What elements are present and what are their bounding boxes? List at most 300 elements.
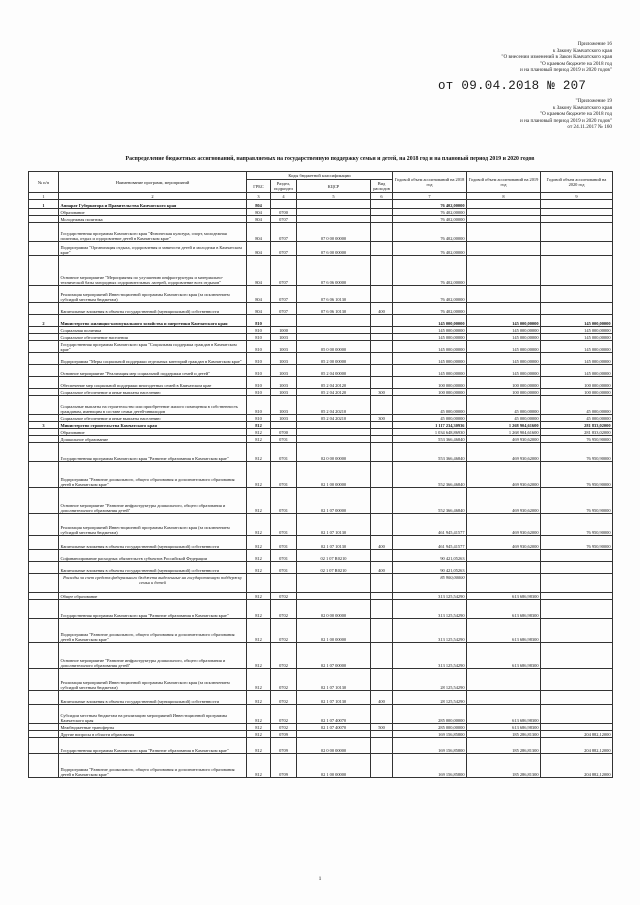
- row-section: 0707: [271, 286, 297, 303]
- row-kcsr: 05 2 00 00000: [297, 353, 371, 365]
- row-name: Государственная программа Камчатского края "Развитие образования в Камчатском крае": [59, 443, 247, 462]
- row-amount-2019: 469 930,62000: [467, 488, 541, 514]
- row-grbs: 812: [247, 488, 271, 514]
- row-kcsr: 05 2 04 20120: [297, 377, 371, 389]
- row-amount-2018: 553 366,46840: [393, 436, 467, 443]
- table-row: [29, 200, 613, 209]
- row-kvr: [371, 754, 393, 778]
- row-amount-2020: 76 950,90000: [541, 443, 613, 462]
- row-amount-2019: 613 686,98300: [467, 600, 541, 619]
- row-kcsr: [297, 216, 371, 223]
- row-amount-2019: 145 000,00000: [467, 341, 541, 353]
- row-amount-2019: 613 686,98300: [467, 705, 541, 724]
- row-name: Социальная политика: [59, 327, 247, 334]
- row-name: Подпрограмма "Развитие дошкольного, общего образования и дополнительного образования детей в Камчатском крае": [59, 462, 247, 488]
- row-amount-2019: 185 286,81300: [467, 731, 541, 738]
- row-section: 1003: [271, 396, 297, 415]
- row-grbs: 812: [247, 536, 271, 550]
- row-kvr: [371, 550, 393, 562]
- table-row: [29, 341, 613, 353]
- row-kvr: [371, 669, 393, 691]
- row-section: 0707: [271, 223, 297, 242]
- row-kcsr: [297, 315, 371, 327]
- row-grbs: 810: [247, 315, 271, 327]
- table-body: [29, 200, 613, 778]
- row-kvr: [371, 216, 393, 223]
- row-amount-2019: 469 930,62000: [467, 514, 541, 536]
- row-kvr: [371, 731, 393, 738]
- row-amount-2018: 313 125,54290: [393, 600, 467, 619]
- row-number: [29, 223, 59, 242]
- table-row: [29, 436, 613, 443]
- row-grbs: 812: [247, 619, 271, 643]
- table-row: [29, 691, 613, 705]
- row-amount-2019: 145 000,00000: [467, 315, 541, 327]
- row-section: 0701: [271, 514, 297, 536]
- row-amount-2019: [467, 562, 541, 574]
- column-number: 5: [297, 193, 371, 200]
- row-amount-2020: 76 950,90000: [541, 488, 613, 514]
- table-row: [29, 389, 613, 396]
- row-amount-2020: [541, 643, 613, 669]
- budget-table: [28, 171, 613, 778]
- row-amount-2019: [467, 303, 541, 315]
- row-section: 0702: [271, 600, 297, 619]
- row-section: 0701: [271, 562, 297, 574]
- header-num: № п/п: [29, 172, 59, 193]
- row-number: [29, 286, 59, 303]
- row-section: 0701: [271, 436, 297, 443]
- row-grbs: 804: [247, 209, 271, 216]
- row-number: [29, 619, 59, 643]
- row-amount-2020: [541, 209, 613, 216]
- row-amount-2020: [541, 593, 613, 600]
- row-amount-2018: 76 402,00000: [393, 200, 467, 209]
- row-grbs: 810: [247, 334, 271, 341]
- row-number: [29, 514, 59, 536]
- table-row: [29, 731, 613, 738]
- row-kvr: [371, 705, 393, 724]
- header-line: и на плановый период 2019 и 2020 годов": [520, 67, 612, 74]
- row-name: Министерство жилищно-коммунального хозяйства и энергетики Камчатского края: [59, 315, 247, 327]
- row-amount-2019: 145 000,00000: [467, 334, 541, 341]
- row-section: 0700: [271, 429, 297, 436]
- row-kcsr: 05 2 04 20210: [297, 415, 371, 422]
- row-name: Расходы за счет средств федерального бюджета выделенные на государственную поддержку семьи и детей: [59, 574, 247, 593]
- row-amount-2020: 45 000,00000: [541, 396, 613, 415]
- row-amount-2020: [541, 256, 613, 286]
- row-kvr: [371, 488, 393, 514]
- row-amount-2020: 145 000,00000: [541, 334, 613, 341]
- row-name: Субсидии местным бюджетам на реализацию мероприятий Инвестиционной программы Камчатского края: [59, 705, 247, 724]
- row-kcsr: 02 1 07 40070: [297, 705, 371, 724]
- row-amount-2019: [467, 286, 541, 303]
- row-grbs: 812: [247, 600, 271, 619]
- row-number: [29, 443, 59, 462]
- row-amount-2020: 45 000,00000: [541, 415, 613, 422]
- row-amount-2020: [541, 574, 613, 593]
- table-row: [29, 443, 613, 462]
- row-name: Капитальные вложения в объекты государственной (муниципальной) собственности: [59, 303, 247, 315]
- row-section: 0700: [271, 209, 297, 216]
- page-number: 1: [318, 876, 322, 882]
- row-grbs: 812: [247, 514, 271, 536]
- row-kvr: [371, 514, 393, 536]
- row-grbs: 812: [247, 550, 271, 562]
- row-kvr: [371, 600, 393, 619]
- row-kcsr: 05 2 04 20120: [297, 389, 371, 396]
- row-name: Подпрограмма "Развитие дошкольного, общего образования и дополнительного образования детей в Камчатском крае": [59, 619, 247, 643]
- row-amount-2020: 76 950,90000: [541, 462, 613, 488]
- row-name: Общее образование: [59, 593, 247, 600]
- table-row: [29, 593, 613, 600]
- row-amount-2020: [541, 691, 613, 705]
- row-kcsr: 02 1 07 10130: [297, 514, 371, 536]
- row-amount-2019: 469 930,62000: [467, 436, 541, 443]
- row-kcsr: [297, 334, 371, 341]
- row-kvr: [371, 200, 393, 209]
- row-name: Капитальные вложения в объекты государственной (муниципальной) собственности: [59, 536, 247, 550]
- column-number: 9: [541, 193, 613, 200]
- row-amount-2018: 85 900,00000: [393, 574, 467, 593]
- row-kcsr: [297, 327, 371, 334]
- table-row: [29, 223, 613, 242]
- row-amount-2020: [541, 705, 613, 724]
- row-kcsr: 02 0 00 00000: [297, 600, 371, 619]
- row-number: [29, 550, 59, 562]
- row-number: 2: [29, 315, 59, 327]
- row-kvr: [371, 341, 393, 353]
- row-kcsr: [297, 593, 371, 600]
- row-amount-2020: 76 950,90000: [541, 536, 613, 550]
- row-kcsr: [297, 422, 371, 429]
- table-row: [29, 562, 613, 574]
- table-row: [29, 600, 613, 619]
- date-number-stamp: от 09.04.2018 № 207: [438, 79, 587, 93]
- header-line: Приложение 16: [577, 41, 612, 47]
- header-line: "О краевом бюджете на 2018 год: [539, 60, 612, 67]
- row-section: 1000: [271, 327, 297, 334]
- row-amount-2018: 145 000,00000: [393, 365, 467, 377]
- row-name: Софинансирование расходных обязательств субъектов Российской Федерации: [59, 550, 247, 562]
- row-amount-2018: 552 366,46840: [393, 462, 467, 488]
- row-amount-2019: 185 286,81300: [467, 754, 541, 778]
- row-kcsr: 05 2 04 00000: [297, 365, 371, 377]
- row-name: Государственная программа Камчатского края "Развитие образования в Камчатском крае": [59, 600, 247, 619]
- row-number: [29, 334, 59, 341]
- header-codes: Коды бюджетной классификации: [247, 172, 393, 180]
- table-row: [29, 365, 613, 377]
- row-amount-2018: 76 402,00000: [393, 286, 467, 303]
- row-grbs: 812: [247, 462, 271, 488]
- row-amount-2019: 613 686,98300: [467, 724, 541, 731]
- row-section: 0702: [271, 705, 297, 724]
- row-grbs: 810: [247, 365, 271, 377]
- row-amount-2018: 285 000,00000: [393, 705, 467, 724]
- table-row: [29, 216, 613, 223]
- row-amount-2019: 1 268 904,61600: [467, 422, 541, 429]
- row-kvr: [371, 574, 393, 593]
- column-number: 3: [247, 193, 271, 200]
- row-amount-2019: 469 930,62000: [467, 462, 541, 488]
- row-kvr: [371, 422, 393, 429]
- row-amount-2019: [467, 200, 541, 209]
- row-kvr: [371, 643, 393, 669]
- row-name: Государственная программа Камчатского края "Социальная поддержка граждан в Камчатском крае": [59, 341, 247, 353]
- row-grbs: 804: [247, 303, 271, 315]
- row-amount-2020: [541, 286, 613, 303]
- row-amount-2020: [541, 242, 613, 256]
- table-row: [29, 488, 613, 514]
- header-2019: Годовой объем ассигнований на 2019 год: [467, 172, 541, 193]
- row-section: 0702: [271, 669, 297, 691]
- column-number: 4: [271, 193, 297, 200]
- row-amount-2020: [541, 562, 613, 574]
- row-kcsr: 02 1 07 10130: [297, 669, 371, 691]
- row-amount-2018: 28 125,54290: [393, 691, 467, 705]
- document-title: Распределение бюджетных ассигнований, направляемых на государственную поддержку семьи и детей, на 2018 год и на плановый период 2019 и 2020 годов: [125, 156, 535, 162]
- row-amount-2020: 76 950,90000: [541, 514, 613, 536]
- row-amount-2020: [541, 216, 613, 223]
- row-amount-2018: 76 402,00000: [393, 223, 467, 242]
- table-row: [29, 643, 613, 669]
- header-line: к Закону Камчатского края: [552, 104, 612, 111]
- row-section: 0702: [271, 593, 297, 600]
- table-row: [29, 550, 613, 562]
- row-kvr: 300: [371, 415, 393, 422]
- row-kvr: 400: [371, 303, 393, 315]
- row-kvr: [371, 429, 393, 436]
- row-amount-2018: 145 000,00000: [393, 327, 467, 334]
- row-section: 0701: [271, 488, 297, 514]
- row-name: Государственная программа Камчатского края "Физическая культура, спорт, молодежная политика, отдых и оздоровление детей в Камчатском крае": [59, 223, 247, 242]
- row-amount-2020: [541, 550, 613, 562]
- row-kcsr: 05 2 04 20210: [297, 396, 371, 415]
- row-number: [29, 574, 59, 593]
- row-amount-2018: 145 000,00000: [393, 341, 467, 353]
- row-grbs: 810: [247, 389, 271, 396]
- row-number: [29, 754, 59, 778]
- column-number: 6: [371, 193, 393, 200]
- row-number: 3: [29, 422, 59, 429]
- row-number: [29, 396, 59, 415]
- row-section: 0707: [271, 216, 297, 223]
- row-kvr: 500: [371, 724, 393, 731]
- row-number: [29, 462, 59, 488]
- header-kvr: Вид расходов: [371, 180, 393, 193]
- row-number: [29, 600, 59, 619]
- row-grbs: 812: [247, 422, 271, 429]
- row-section: 0702: [271, 643, 297, 669]
- header-section: Раздел, подраздел: [271, 180, 297, 193]
- row-section: 1003: [271, 377, 297, 389]
- row-kcsr: 02 1 00 00000: [297, 754, 371, 778]
- row-kcsr: [297, 436, 371, 443]
- row-number: [29, 256, 59, 286]
- row-section: 0707: [271, 256, 297, 286]
- row-amount-2019: [467, 242, 541, 256]
- row-number: [29, 436, 59, 443]
- row-kcsr: 02 1 07 R0210: [297, 562, 371, 574]
- row-number: [29, 429, 59, 436]
- row-kvr: [371, 443, 393, 462]
- row-section: 0701: [271, 550, 297, 562]
- row-grbs: 810: [247, 353, 271, 365]
- row-kcsr: 02 1 00 00000: [297, 462, 371, 488]
- row-kcsr: 02 0 00 00000: [297, 738, 371, 754]
- row-grbs: 812: [247, 691, 271, 705]
- row-kvr: 400: [371, 691, 393, 705]
- row-section: 1003: [271, 415, 297, 422]
- row-kvr: [371, 256, 393, 286]
- table-row: [29, 209, 613, 216]
- header-line: от 24.11.2017 № 160: [567, 124, 612, 131]
- row-section: 0709: [271, 731, 297, 738]
- row-number: [29, 353, 59, 365]
- row-name: Реализация мероприятий Инвестиционной программы Камчатского края (за исключением субсидий местным бюджетам): [59, 669, 247, 691]
- row-kvr: 400: [371, 536, 393, 550]
- row-grbs: 810: [247, 396, 271, 415]
- row-amount-2018: 552 366,46840: [393, 488, 467, 514]
- row-section: 1003: [271, 389, 297, 396]
- row-amount-2020: 76 950,90000: [541, 436, 613, 443]
- row-amount-2019: 469 930,62000: [467, 536, 541, 550]
- row-kcsr: 02 0 00 00000: [297, 443, 371, 462]
- row-grbs: 812: [247, 754, 271, 778]
- row-kcsr: 02 1 07 10130: [297, 691, 371, 705]
- row-amount-2019: [467, 574, 541, 593]
- header-2020: Годовой объем ассигнований на 2020 год: [541, 172, 613, 193]
- row-name: Другие вопросы в области образования: [59, 731, 247, 738]
- row-kvr: [371, 334, 393, 341]
- row-amount-2018: 76 402,00000: [393, 256, 467, 286]
- table-row: [29, 669, 613, 691]
- row-kvr: [371, 242, 393, 256]
- table-row: [29, 754, 613, 778]
- row-number: [29, 724, 59, 731]
- row-kcsr: 02 1 07 R0210: [297, 550, 371, 562]
- row-amount-2020: [541, 619, 613, 643]
- table-row: [29, 462, 613, 488]
- row-section: 0707: [271, 303, 297, 315]
- row-amount-2020: [541, 669, 613, 691]
- row-grbs: 812: [247, 429, 271, 436]
- row-number: [29, 415, 59, 422]
- row-amount-2018: 145 000,00000: [393, 315, 467, 327]
- row-grbs: 804: [247, 256, 271, 286]
- header-line: "О краевом бюджете на 2018 год: [539, 111, 612, 118]
- original-appendix-header: [520, 98, 612, 131]
- row-section: 0701: [271, 462, 297, 488]
- row-amount-2020: 281 833,02000: [541, 429, 613, 436]
- row-amount-2018: 100 000,00000: [393, 377, 467, 389]
- header-grbs: ГРБС: [247, 180, 271, 193]
- row-number: [29, 562, 59, 574]
- row-name: Образование: [59, 429, 247, 436]
- row-amount-2018: 1 117 234,30936: [393, 422, 467, 429]
- row-amount-2019: [467, 223, 541, 242]
- row-amount-2020: 145 000,00000: [541, 315, 613, 327]
- row-kcsr: 02 1 07 00000: [297, 643, 371, 669]
- table-row: [29, 536, 613, 550]
- row-number: [29, 303, 59, 315]
- row-amount-2020: 145 000,00000: [541, 365, 613, 377]
- table-row: [29, 377, 613, 389]
- row-number: [29, 643, 59, 669]
- table-row: [29, 724, 613, 731]
- row-name: Основное мероприятие "Развитие инфраструктуры дошкольного, общего образования и дополнительного образования детей": [59, 488, 247, 514]
- row-amount-2018: 76 402,00000: [393, 209, 467, 216]
- row-amount-2020: [541, 724, 613, 731]
- table-row: [29, 705, 613, 724]
- row-amount-2018: 285 000,00000: [393, 724, 467, 731]
- row-grbs: 810: [247, 341, 271, 353]
- row-name: Подпрограмма "Меры социальной поддержки отдельных категорий граждан в Камчатском крае": [59, 353, 247, 365]
- row-name: Министерство строительства Камчатского края: [59, 422, 247, 429]
- row-grbs: 810: [247, 415, 271, 422]
- row-number: [29, 341, 59, 353]
- row-number: [29, 327, 59, 334]
- row-number: [29, 536, 59, 550]
- column-number: 1: [29, 193, 59, 200]
- row-kcsr: [297, 429, 371, 436]
- row-grbs: [247, 574, 271, 593]
- row-name: Подпрограмма "Организация отдыха, оздоровления и занятости детей и молодежи в Камчатском крае": [59, 242, 247, 256]
- row-name: Обеспечение мер социальной поддержки многодетных семей в Камчатском крае: [59, 377, 247, 389]
- row-amount-2019: [467, 669, 541, 691]
- row-kcsr: 07 6 06 10130: [297, 286, 371, 303]
- row-amount-2020: 100 000,00000: [541, 377, 613, 389]
- row-number: [29, 669, 59, 691]
- row-grbs: 812: [247, 436, 271, 443]
- header-line: к Закону Камчатского края: [552, 47, 612, 54]
- table-row: [29, 514, 613, 536]
- row-amount-2018: 169 156,85800: [393, 731, 467, 738]
- row-amount-2018: 169 156,85800: [393, 754, 467, 778]
- row-amount-2020: 204 882,12000: [541, 754, 613, 778]
- row-grbs: 810: [247, 377, 271, 389]
- row-amount-2018: 90 421,05263: [393, 562, 467, 574]
- row-kvr: [371, 223, 393, 242]
- row-number: [29, 731, 59, 738]
- row-amount-2019: 45 000,00000: [467, 396, 541, 415]
- row-kvr: [371, 738, 393, 754]
- row-section: 0701: [271, 443, 297, 462]
- row-amount-2019: 145 000,00000: [467, 365, 541, 377]
- row-amount-2019: 45 000,00000: [467, 415, 541, 422]
- row-kcsr: 07 6 00 00000: [297, 242, 371, 256]
- row-name: Капитальные вложения в объекты государственной (муниципальной) собственности: [59, 562, 247, 574]
- row-amount-2018: 169 156,85800: [393, 738, 467, 754]
- row-amount-2019: 100 000,00000: [467, 389, 541, 396]
- row-amount-2019: [467, 256, 541, 286]
- table-row: [29, 286, 613, 303]
- row-kcsr: 02 1 07 00000: [297, 488, 371, 514]
- row-kcsr: 07 0 00 00000: [297, 223, 371, 242]
- row-grbs: 810: [247, 327, 271, 334]
- row-amount-2019: [467, 209, 541, 216]
- row-kcsr: 02 1 07 40070: [297, 724, 371, 731]
- row-section: 1003: [271, 334, 297, 341]
- row-amount-2019: 613 686,98300: [467, 593, 541, 600]
- row-kvr: [371, 327, 393, 334]
- row-section: 0709: [271, 738, 297, 754]
- column-number: 8: [467, 193, 541, 200]
- row-grbs: 812: [247, 643, 271, 669]
- row-section: [271, 200, 297, 209]
- row-kcsr: 07 6 06 00000: [297, 256, 371, 286]
- row-kcsr: [297, 200, 371, 209]
